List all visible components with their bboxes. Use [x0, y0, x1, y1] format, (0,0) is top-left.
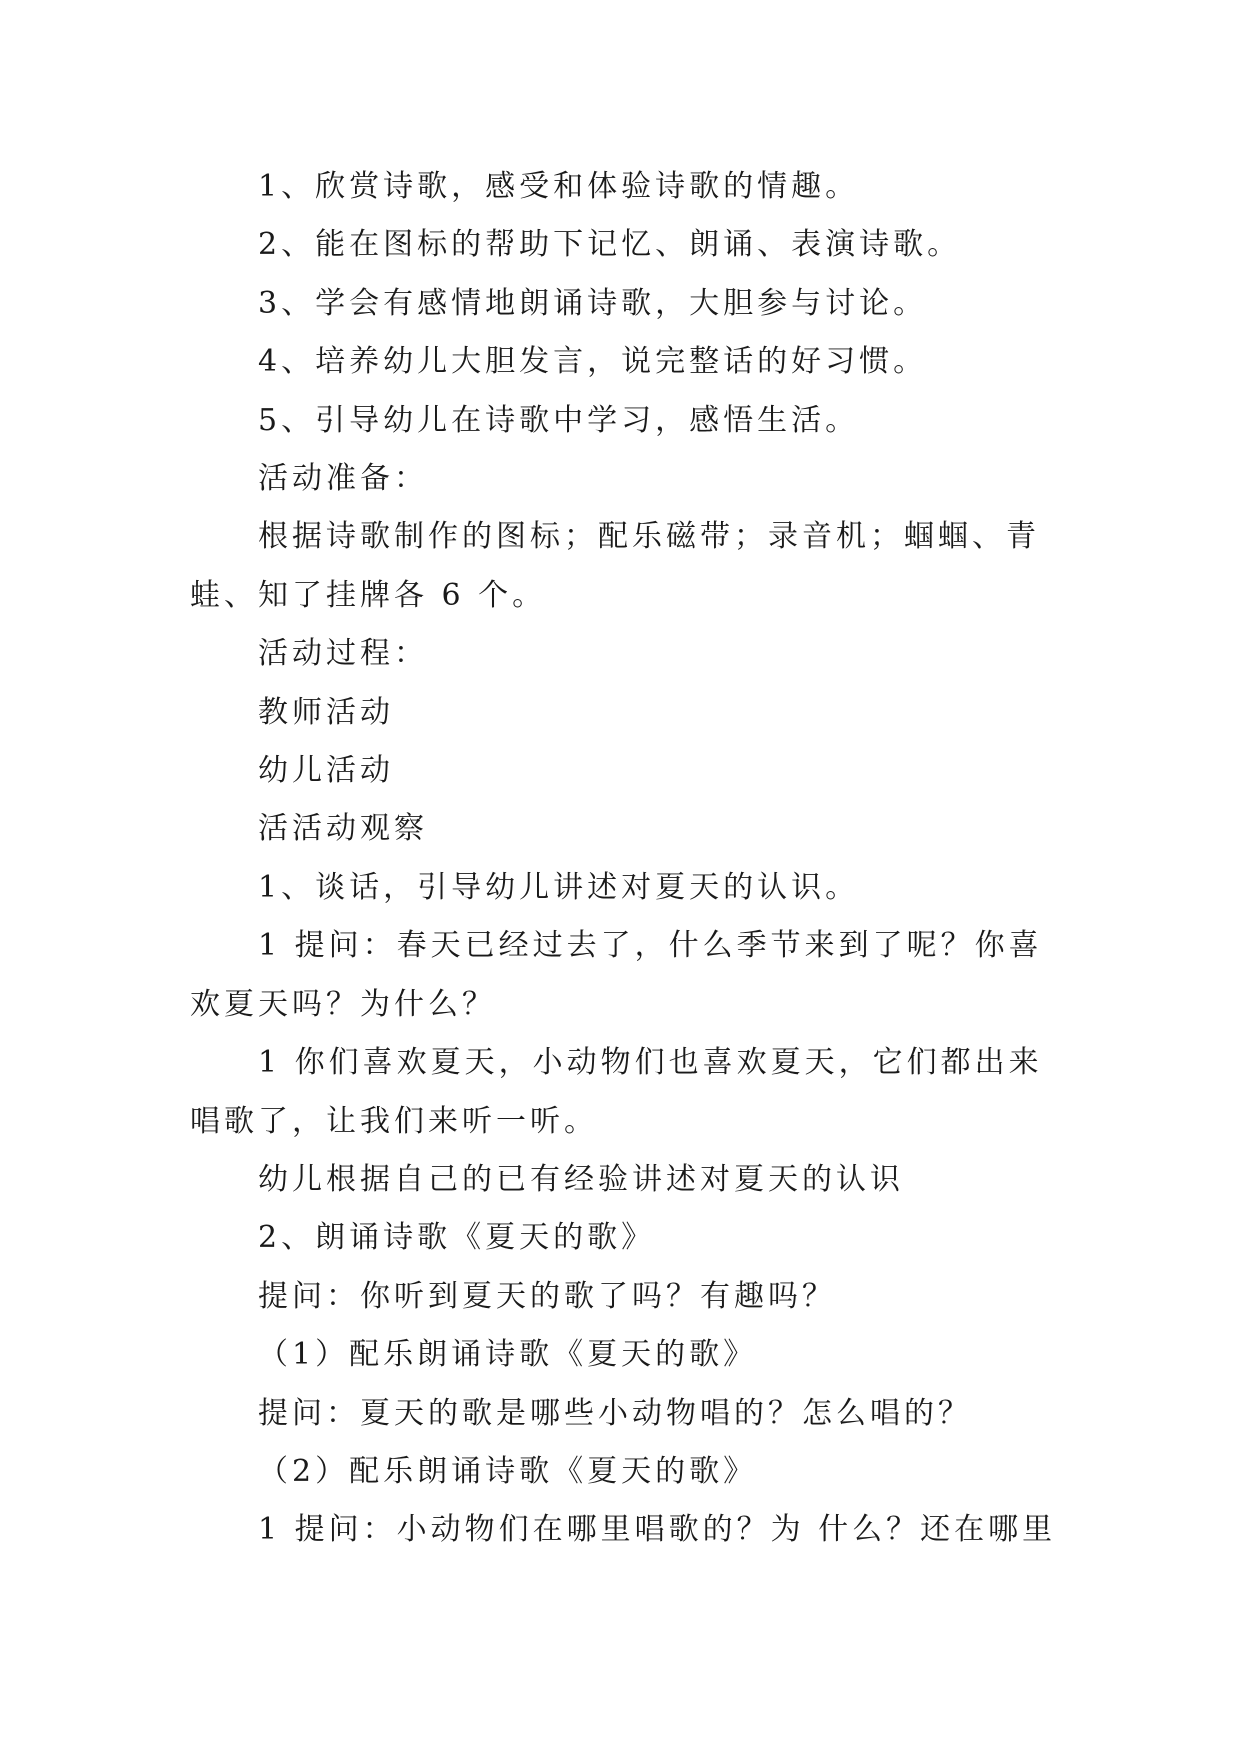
paragraph-goal-1: 1、欣赏诗歌，感受和体验诗歌的情趣。: [258, 169, 860, 204]
paragraph-goal-2: 2、能在图标的帮助下记忆、朗诵、表演诗歌。: [258, 227, 962, 263]
paragraph-step-2-recite: 2、朗诵诗歌《夏天的歌》: [258, 1220, 656, 1256]
label-child-activity: 幼儿活动: [258, 753, 394, 789]
paragraph-recite-with-music-1: （1）配乐朗诵诗歌《夏天的歌》: [258, 1337, 758, 1373]
paragraph-children-describe: 幼儿根据自己的已有经验讲述对夏天的认识: [258, 1161, 904, 1197]
paragraph-question-seasons: 1 提问：春天已经过去了，什么季节来到了呢？你喜欢夏天吗？为什么？: [190, 928, 1043, 1022]
paragraph-goal-5: 5、引导幼儿在诗歌中学习，感悟生活。: [258, 402, 860, 438]
paragraph-question-where-singing: 1 提问：小动物们在哪里唱歌的？为 什么？还在哪里: [258, 1512, 1057, 1548]
paragraph-recite-with-music-2: （2）配乐朗诵诗歌《夏天的歌》: [258, 1453, 758, 1489]
paragraph-materials: 根据诗歌制作的图标；配乐磁带；录音机；蝈蝈、青蛙、知了挂牌各 6 个。: [190, 519, 1040, 613]
label-teacher-activity: 教师活动: [258, 694, 394, 730]
paragraph-goal-3: 3、学会有感情地朗诵诗歌，大胆参与讨论。: [258, 285, 928, 321]
paragraph-question-heard-song: 提问：你听到夏天的歌了吗？有趣吗？: [258, 1278, 836, 1314]
label-activity-observation: 活活动观察: [258, 811, 428, 847]
paragraph-step-1-talk: 1、谈话，引导幼儿讲述对夏天的认识。: [258, 869, 860, 905]
heading-activity-process: 活动过程：: [258, 636, 428, 672]
paragraph-animals-singing: 1 你们喜欢夏天，小动物们也喜欢夏天，它们都出来唱歌了，让我们来听一听。: [190, 1045, 1043, 1139]
paragraph-question-which-animals: 提问：夏天的歌是哪些小动物唱的？怎么唱的？: [258, 1395, 972, 1431]
paragraph-goal-4: 4、培养幼儿大胆发言，说完整话的好习惯。: [258, 344, 928, 380]
document-body: [190, 158, 1060, 1560]
heading-activity-preparation: 活动准备：: [258, 461, 428, 497]
